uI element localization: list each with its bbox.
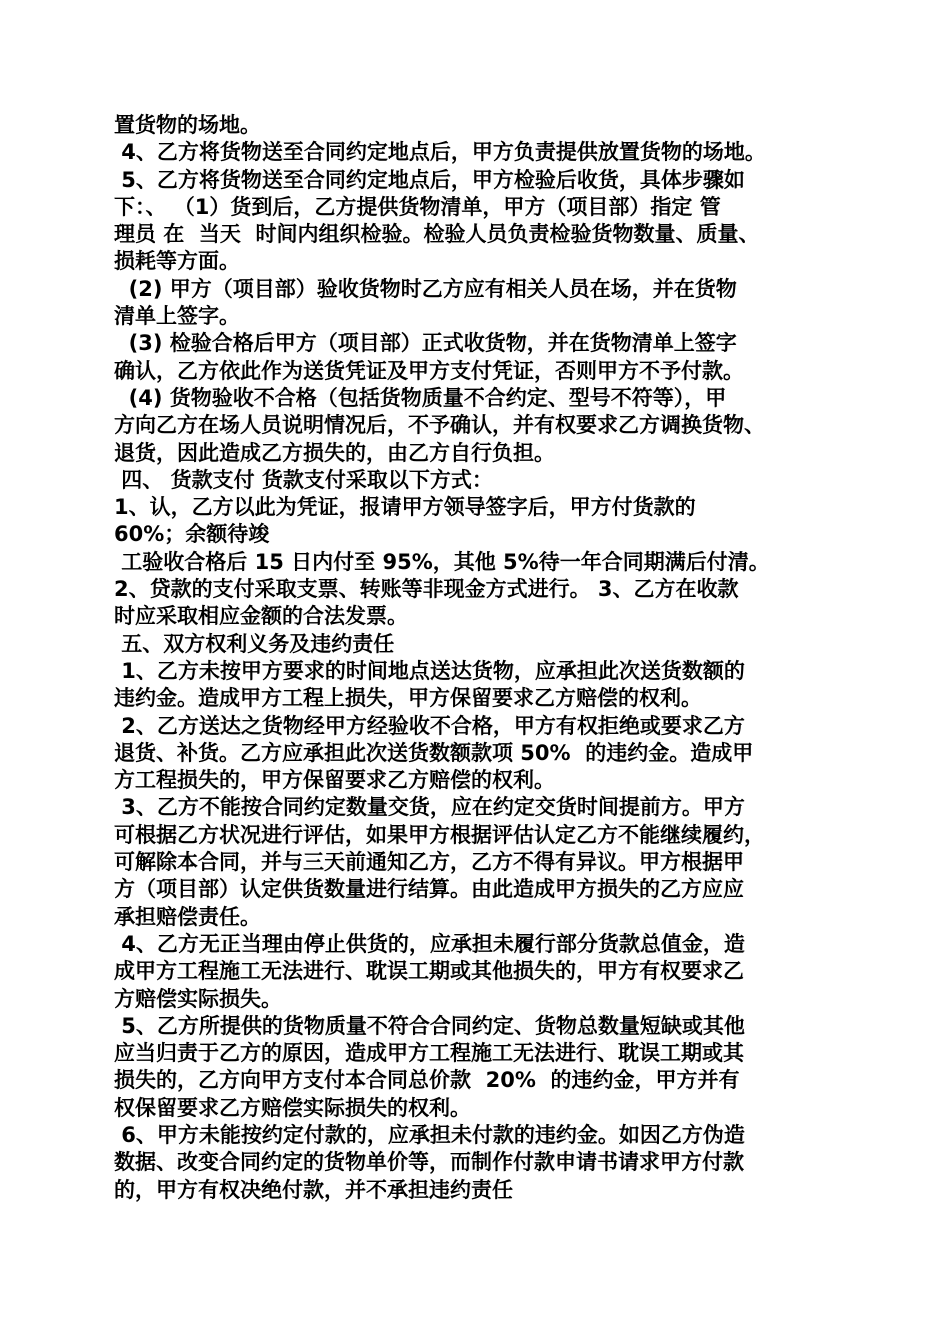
text-line: 2、乙方送达之货物经甲方经验收不合格，甲方有权拒绝或要求乙方 <box>114 713 745 738</box>
text-line: 方向乙方在场人员说明情况后，不予确认，并有权要求乙方调换货物、 <box>114 413 765 438</box>
text-line: 退货，因此造成乙方损失的，由乙方自行负担。 <box>114 440 555 465</box>
text-line: 五、双方权利义务及违约责任 <box>114 631 395 656</box>
text-line: 1、乙方未按甲方要求的时间地点送达货物，应承担此次送货数额的 <box>114 658 745 683</box>
text-line: 3、乙方不能按合同约定数量交货，应在约定交货时间提前方。甲方 <box>114 795 745 820</box>
text-line: 6、甲方未能按约定付款的，应承担未付款的违约金。如因乙方伪造 <box>114 1122 745 1147</box>
text-line: 可解除本合同，并与三天前通知乙方，乙方不得有异议。甲方根据甲 <box>114 850 744 875</box>
text-line: 违约金。造成甲方工程上损失，甲方保留要求乙方赔偿的权利。 <box>114 686 702 711</box>
text-line: 方工程损失的，甲方保留要求乙方赔偿的权利。 <box>114 768 555 793</box>
text-line: 方赔偿实际损失。 <box>114 986 282 1011</box>
text-line: (2) 甲方（项目部）验收货物时乙方应有相关人员在场，并在货物 <box>114 276 737 301</box>
text-line: 理员 在 当天 时间内组织检验。检验人员负责检验货物数量、质量、 <box>114 222 760 247</box>
text-line: 退货、补货。乙方应承担此次送货数额款项 50% 的违约金。造成甲 <box>114 740 754 765</box>
text-line: (3) 检验合格后甲方（项目部）正式收货物，并在货物清单上签字 <box>114 331 737 356</box>
text-line: 权保留要求乙方赔偿实际损失的权利。 <box>114 1095 471 1120</box>
text-line: 1、认，乙方以此为凭证，报请甲方领导签字后，甲方付货款的 <box>114 495 696 520</box>
text-line: 下：、 （1）货到后，乙方提供货物清单，甲方（项目部）指定 管 <box>114 194 721 219</box>
text-line: 时应采取相应金额的合法发票。 <box>114 604 408 629</box>
document-body <box>114 112 844 1204</box>
text-line: 的，甲方有权决绝付款，并不承担违约责任 <box>114 1177 513 1202</box>
text-line: 损失的，乙方向甲方支付本合同总价款 20% 的违约金，甲方并有 <box>114 1068 740 1093</box>
text-line: 5、乙方所提供的货物质量不符合合同约定、货物总数量短缺或其他 <box>114 1013 745 1038</box>
text-line: 清单上签字。 <box>114 304 240 329</box>
text-line: 承担赔偿责任。 <box>114 904 261 929</box>
text-line: 2、贷款的支付采取支票、转账等非现金方式进行。 3、乙方在收款 <box>114 577 739 602</box>
text-line: 4、乙方无正当理由停止供货的，应承担未履行部分货款总值金，造 <box>114 931 745 956</box>
text-line: 60%；余额待竣 <box>114 522 270 547</box>
text-line: 数据、改变合同约定的货物单价等，而制作付款申请书请求甲方付款 <box>114 1150 744 1175</box>
text-line: 应当归责于乙方的原因，造成甲方工程施工无法进行、耽误工期或其 <box>114 1041 744 1066</box>
text-line: 损耗等方面。 <box>114 249 240 274</box>
text-line: 4、乙方将货物送至合同约定地点后，甲方负责提供放置货物的场地。 <box>114 140 766 165</box>
text-line: 方（项目部）认定供货数量进行结算。由此造成甲方损失的乙方应应 <box>114 877 744 902</box>
text-line: 置货物的场地。 <box>114 113 261 137</box>
text-line: 四、 货款支付 货款支付采取以下方式： <box>114 467 493 492</box>
text-line: 确认，乙方依此作为送货凭证及甲方支付凭证，否则甲方不予付款。 <box>114 358 744 383</box>
text-line: 工验收合格后 15 日内付至 95%，其他 5%待一年合同期满后付清。 <box>114 549 770 574</box>
text-line: 可根据乙方状况进行评估，如果甲方根据评估认定乙方不能继续履约， <box>114 822 765 847</box>
text-line: 成甲方工程施工无法进行、耽误工期或其他损失的，甲方有权要求乙 <box>114 959 744 984</box>
text-line: (4) 货物验收不合格（包括货物质量不合约定、型号不符等），甲 <box>114 385 727 410</box>
text-line: 5、乙方将货物送至合同约定地点后，甲方检验后收货，具体步骤如 <box>114 167 745 192</box>
